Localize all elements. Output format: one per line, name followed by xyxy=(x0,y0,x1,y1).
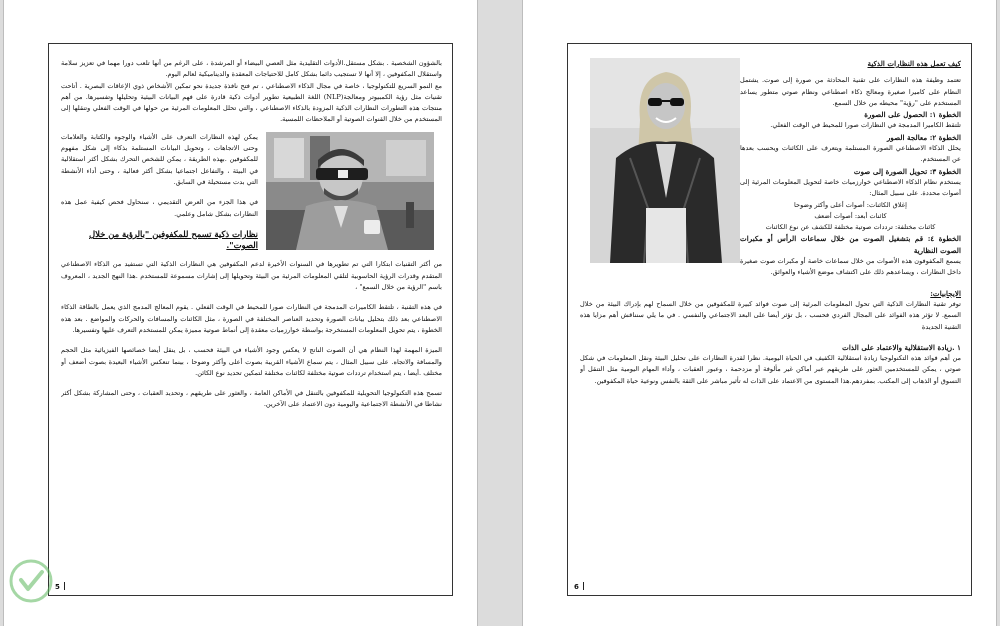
step-title: الخطوة ١: الحصول على الصورة xyxy=(864,110,961,120)
paragraph: مع النمو السريع للتكنولوجيا ، خاصة في مجال الذكاء الاصطناعي ، تم فتح نافذة جديدة نحو تمكين الأشخاص ذوي الإعاقات البصرية . أتاحت تقنيات مثل رؤية الكمبيوتر ومعالجة(NLP) اللغة الطبيعية تطوير أدوات ذكية قادرة على فهم البيانات البيئية وتحليلها وتفسيرها. من أهم منتجات هذه التطورات النظارات الذكية المزودة بالذكاء الاصطناعي ، والتي تحلل المعلومات المرئية من حولها في الوقت الفعلي وتنقلها إلى المستخدم من خلال القنوات الصوتية أو الملاحظات اللمسية. xyxy=(61,81,442,124)
paragraph: توفر تقنية النظارات الذكية التي تحول المعلومات المرئية إلى صوت فوائد كبيرة للمكفوفين من خلال السماح لهم بإدراك البيئة من خلال السمع. لا تؤثر هذه الفوائد على المجال الفردي فحسب ، بل تؤثر أيضا على البعد الاجتماعي والنفسي . في ما يلي سنناقش أهم مزايا هذه التقنية الجديدة xyxy=(580,299,961,331)
page-content xyxy=(580,58,961,571)
paragraph: من أكثر التقنيات ابتكارا التي تم تطويرها في السنوات الأخيرة لدعم المكفوفين هي النظارات الذكية التي تستفيد من الذكاء الاصطناعي المتقدم وقدرات الرؤية الحاسوبية لتلقي المعلومات المرئية من البيئة وتحويلها إلى إشارات مسموعة للمستخدم .هذا النهج الجديد ، المعروف باسم "الرؤية من خلال السمع" ، xyxy=(61,260,442,292)
logo-watermark-icon xyxy=(8,558,54,604)
section-heading: كيف تعمل هذه النظارات الذكية xyxy=(867,59,961,68)
paragraph: بالشؤون الشخصية . بشكل مستقل.الأدوات التقليدية مثل العصي البيضاء أو المرشدة ، على الرغم من أنها تلعب دورا مهما في تعزيز سلامة واستقلال المكفوفين ، إلا أنها لا تستجيب دائما بشكل كامل للاحتياجات المعقدة والديناميكية لعالم اليوم. xyxy=(61,59,442,79)
document-page-5 xyxy=(3,0,478,626)
page-border xyxy=(567,43,972,596)
paragraph: تلتقط الكاميرا المدمجة في النظارات صورا للمحيط في الوقت الفعلي. xyxy=(770,121,961,130)
paragraph: في هذا الجزء من العرض التقديمي ، سنحاول فحص كيفية عمل هذه النظارات بشكل شامل وعلمي. xyxy=(61,198,258,218)
document-page-6 xyxy=(522,0,997,626)
page-number: 6 xyxy=(574,582,584,591)
paragraph: يستخدم نظام الذكاء الاصطناعي خوارزميات خاصة لتحويل المعلومات المرئية إلى أصوات محددة. على سبيل المثال: xyxy=(740,177,961,198)
example-item: كائنات مختلفة: ترددات صوتية مختلفة للكشف عن نوع الكائنات xyxy=(765,223,936,232)
step-title: الخطوة ٣: تحويل الصورة إلى صوت xyxy=(853,166,961,176)
step-title: الخطوة ٢: معالجة الصور xyxy=(886,132,961,142)
paragraph: تسمح هذه التكنولوجيا التحويلية للمكفوفين بالتنقل في الأماكن العامة ، والعثور على طريقهم ، وتحديد العقبات ، وحتى المشاركة بشكل أكثر نشاطا في الأنشطة الاجتماعية واليومية دون الاعتماد على الآخرين. xyxy=(61,389,442,409)
page-number: 5 xyxy=(55,582,65,591)
paragraph: من أهم فوائد هذه التكنولوجيا زيادة استقلالية الكفيف في الحياة اليومية. نظرا لقدرة النظارات على تحليل البيئة ونقل المعلومات في شكل صوتي ، يمكن للمستخدمين العثور على طريقهم عبر أماكن غير مألوفة أو مزدحمة ، وعبور العقبات ، وأداء المهام اليومية مثل التنقل أو التسوق أو الذهاب إلى المكتب. بمفردهم.هذا المستوى من الاعتماد على الذات له تأثير مباشر على الثقة بالنفس ونوعية حياة المكفوفين. xyxy=(580,354,961,385)
woman-leather-jacket-photo xyxy=(590,58,740,263)
benefit-title: ١ .زيادة الاستقلالية والاعتماد على الذات xyxy=(842,342,961,352)
paragraph: الميزة المهمة لهذا النظام هي أن الصوت الناتج لا يعكس وجود الأشياء في البيئة فحسب ، بل ينقل أيضا خصائصها الفيزيائية مثل الحجم والمسافة والاتجاه. على سبيل المثال ، يتم سماع الأشياء القريبة بصوت أعلى وأكثر وضوحا ، بينما تنعكس الأشياء البعيدة بصوت أضعف أو مختلف .أيضا ، يتم استخدام ترددات صوتية مختلفة لكائنات مختلفة لتمكين تحديد نوع الكائن. xyxy=(61,346,442,377)
example-item: كائنات أبعد: أصوات أضعف xyxy=(814,211,887,220)
page-content xyxy=(61,58,442,571)
example-item: إغلاق الكائنات: أصوات أعلى وأكثر وضوحا xyxy=(794,200,907,209)
paragraph: يسمع المكفوفون هذه الأصوات من خلال سماعات خاصة أو مكبرات صوت صغيرة داخل النظارات ، ويساعدهم ذلك على اكتشاف موضع الأشياء والعوائق. xyxy=(740,257,961,277)
step-title: الخطوة ٤: قم بتشغيل الصوت من خلال سماعات الرأس أو مكبرات الصوت النظارية xyxy=(740,234,961,255)
paragraph: تعتمد وظيفة هذه النظارات على تقنية المحادثة من صورة إلى صوت. يشتمل النظام على كاميرا صغيرة ومعالج ذكاء اصطناعي ونظام صوتي متطور يساعد المستخدم على "رؤية" محيطه من خلال السمع. xyxy=(740,76,961,107)
paragraph: يمكن لهذه النظارات التعرف على الأشياء والوجوه والكتابة والعلامات وحتى الاتجاهات ، وتحويل البيانات المستلمة بذكاء إلى شكل مفهوم للمكفوفين .بهذه الطريقة ، يمكن للشخص التحرك بشكل أكثر استقلالية في البيئة ، والتفاعل اجتماعيا بشكل أكثر فعالية ، وحتى أداء الأنشطة التي بدت مستحيلة في السابق. xyxy=(61,132,258,186)
positives-heading: الايجابيات: xyxy=(930,288,961,298)
page-border xyxy=(48,43,453,596)
section-heading: نظارات ذكية تسمح للمكفوفين "بالرؤية من خلال الصوت". xyxy=(89,228,258,251)
paragraph: في هذه التقنية ، تلتقط الكاميرات المدمجة في النظارات صورا للمحيط في الوقت الفعلي . يقوم المعالج المدمج الذي يعمل بالطاقة الذكاء الاصطناعي بعد ذلك بتحليل بيانات الصورة وتحديد العناصر المختلفة في الصورة ، مثل الكائنات والمسافات والحركات والمواضع . بعد هذه الخطوة ، يتم تحويل المعلومات المستخرجة بواسطة خوارزميات معقدة إلى أنماط صوتية مميزة يمكن للمستخدم التعرف عليها وتفسيرها. xyxy=(61,303,442,334)
man-smart-glasses-photo xyxy=(266,132,434,250)
paragraph: يحلل الذكاء الاصطناعي الصورة المستلمة ويتعرف على الكائنات ويحسب بعدها عن المستخدم. xyxy=(740,144,961,164)
